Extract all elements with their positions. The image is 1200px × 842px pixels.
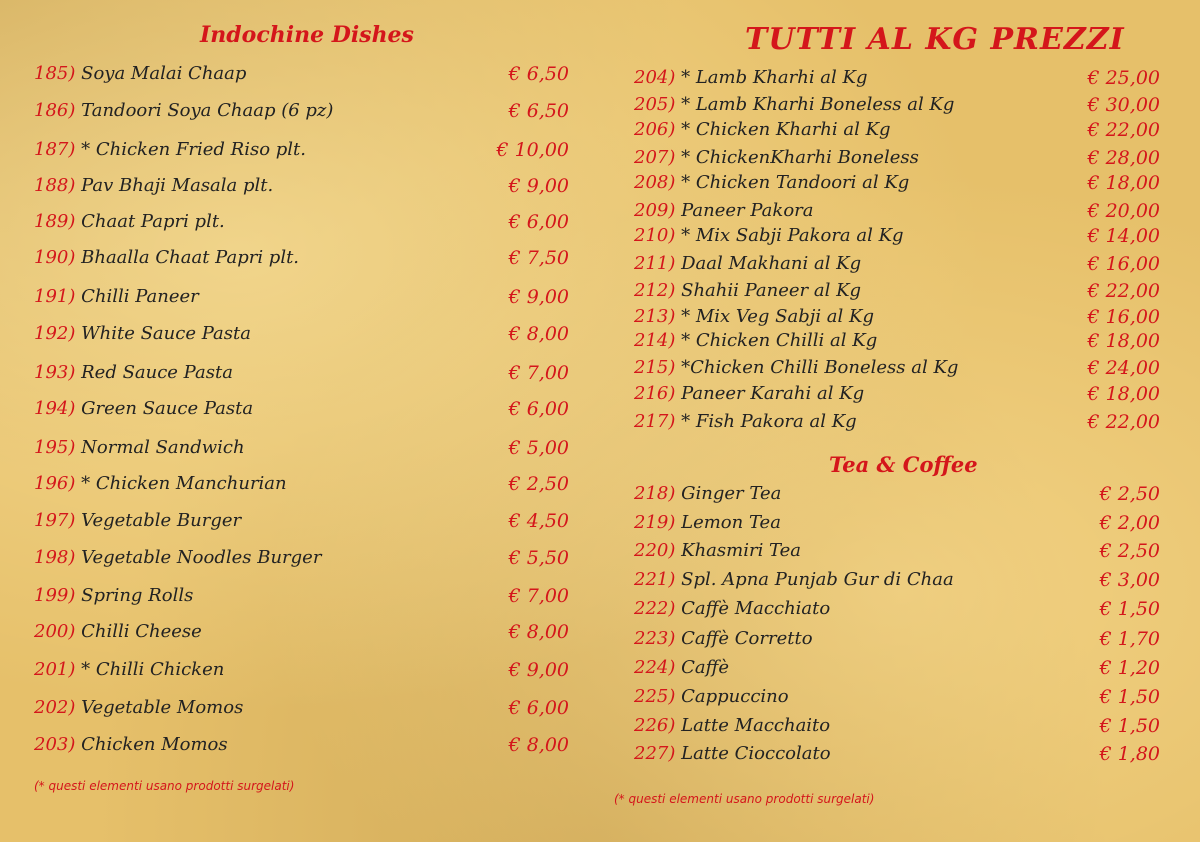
item-name: Caffè Macchiato (681, 598, 831, 619)
item-number: 219) (634, 512, 676, 533)
menu-item (634, 198, 814, 224)
item-name: * Chicken Tandoori al Kg (681, 172, 910, 193)
item-price: € 2,50 (1099, 540, 1160, 562)
item-number: 201) (34, 659, 76, 680)
menu-item (34, 508, 241, 534)
item-price: € 14,00 (1087, 225, 1160, 247)
item-name: Normal Sandwich (81, 437, 245, 458)
item-number: 194) (34, 398, 76, 419)
item-price: € 25,00 (1087, 67, 1160, 89)
item-price: € 9,00 (508, 175, 569, 197)
item-name: * Chicken Kharhi al Kg (681, 119, 891, 140)
item-name: Chaat Papri plt. (81, 211, 225, 232)
item-price: € 18,00 (1087, 172, 1160, 194)
menu-item (34, 435, 245, 461)
menu-item (634, 145, 919, 171)
item-name: Chicken Momos (81, 734, 228, 755)
item-number: 213) (634, 306, 676, 327)
menu-item (634, 381, 864, 407)
item-name: * Chicken Fried Riso plt. (81, 139, 307, 160)
menu-item (634, 409, 857, 435)
item-price: € 6,50 (508, 100, 569, 122)
menu-item (634, 481, 781, 507)
item-number: 224) (634, 657, 676, 678)
item-name: Ginger Tea (681, 483, 782, 504)
item-price: € 7,00 (508, 585, 569, 607)
item-number: 218) (634, 483, 676, 504)
item-name: Khasmiri Tea (681, 540, 802, 561)
item-name: * Chilli Chicken (81, 659, 225, 680)
item-number: 221) (634, 569, 676, 590)
menu-item (634, 170, 909, 196)
item-name: * Chicken Chilli al Kg (681, 330, 878, 351)
menu-item (34, 61, 246, 87)
item-price: € 9,00 (508, 286, 569, 308)
item-price: € 1,20 (1099, 657, 1160, 679)
item-number: 217) (634, 411, 676, 432)
menu-item (634, 92, 954, 118)
item-name: Paneer Karahi al Kg (681, 383, 865, 404)
menu-item (634, 713, 830, 739)
item-number: 199) (34, 585, 76, 606)
item-number: 192) (34, 323, 76, 344)
item-number: 227) (634, 743, 676, 764)
item-number: 220) (634, 540, 676, 561)
menu-item (634, 65, 867, 91)
item-price: € 10,00 (496, 139, 569, 161)
item-price: € 24,00 (1087, 357, 1160, 379)
item-price: € 3,00 (1099, 569, 1160, 591)
menu-item (634, 251, 861, 277)
item-number: 190) (34, 247, 76, 268)
menu-item (34, 619, 202, 645)
item-price: € 2,50 (1099, 483, 1160, 505)
item-name: Caffè Corretto (681, 628, 813, 649)
item-number: 209) (634, 200, 676, 221)
menu-item (34, 360, 233, 386)
item-name: *Chicken Chilli Boneless al Kg (681, 357, 959, 378)
item-number: 196) (34, 473, 76, 494)
item-number: 195) (34, 437, 76, 458)
item-number: 216) (634, 383, 676, 404)
frozen-products-note-right: (* questi elementi usano prodotti surgelati) (614, 792, 875, 806)
item-price: € 20,00 (1087, 200, 1160, 222)
menu-item (34, 284, 199, 310)
menu-item (634, 596, 830, 622)
item-number: 188) (34, 175, 76, 196)
item-name: Vegetable Momos (81, 697, 244, 718)
menu-item (634, 304, 874, 330)
item-price: € 6,00 (508, 211, 569, 233)
item-price: € 28,00 (1087, 147, 1160, 169)
item-name: Spring Rolls (81, 585, 194, 606)
item-price: € 8,00 (508, 621, 569, 643)
item-price: € 7,00 (508, 362, 569, 384)
menu-item (634, 355, 958, 381)
item-number: 210) (634, 225, 676, 246)
item-price: € 8,00 (508, 734, 569, 756)
item-name: Chilli Paneer (81, 286, 199, 307)
item-number: 185) (34, 63, 76, 84)
menu-item (634, 684, 789, 710)
item-number: 186) (34, 100, 76, 121)
menu-item (34, 245, 299, 271)
item-number: 202) (34, 697, 76, 718)
item-number: 203) (34, 734, 76, 755)
item-name: * Lamb Kharhi al Kg (681, 67, 868, 88)
item-price: € 9,00 (508, 659, 569, 681)
item-name: Vegetable Noodles Burger (81, 547, 322, 568)
menu-item (634, 655, 729, 681)
item-number: 206) (634, 119, 676, 140)
item-name: Chilli Cheese (81, 621, 202, 642)
item-name: White Sauce Pasta (81, 323, 251, 344)
item-price: € 1,80 (1099, 743, 1160, 765)
item-price: € 1,50 (1099, 715, 1160, 737)
item-price: € 1,50 (1099, 598, 1160, 620)
item-price: € 8,00 (508, 323, 569, 345)
item-price: € 30,00 (1087, 94, 1160, 116)
item-price: € 5,50 (508, 547, 569, 569)
item-name: Spl. Apna Punjab Gur di Chaa (681, 569, 954, 590)
item-price: € 1,70 (1099, 628, 1160, 650)
per-kg-prices-heading: TUTTI AL KG PREZZI (745, 22, 1125, 57)
item-name: Tandoori Soya Chaap (6 pz) (81, 100, 334, 121)
item-number: 205) (634, 94, 676, 115)
item-price: € 6,00 (508, 398, 569, 420)
menu-item (634, 117, 891, 143)
item-price: € 16,00 (1087, 253, 1160, 275)
menu-item (634, 741, 831, 767)
item-number: 225) (634, 686, 676, 707)
item-name: * Fish Pakora al Kg (681, 411, 857, 432)
item-name: * Mix Veg Sabji al Kg (681, 306, 874, 327)
menu-item (34, 657, 224, 683)
menu-item (34, 321, 251, 347)
menu-item (34, 732, 228, 758)
item-number: 226) (634, 715, 676, 736)
menu-item (634, 328, 877, 354)
indochine-dishes-heading: Indochine Dishes (200, 22, 414, 48)
menu-item (634, 538, 801, 564)
item-number: 197) (34, 510, 76, 531)
item-price: € 16,00 (1087, 306, 1160, 328)
item-name: Bhaalla Chaat Papri plt. (81, 247, 300, 268)
frozen-products-note: (* questi elementi usano prodotti surgelati) (34, 779, 295, 793)
item-name: * ChickenKharhi Boneless (681, 147, 919, 168)
item-number: 207) (634, 147, 676, 168)
menu-item (34, 209, 225, 235)
item-number: 193) (34, 362, 76, 383)
menu-item (634, 567, 954, 593)
item-price: € 4,50 (508, 510, 569, 532)
item-number: 189) (34, 211, 76, 232)
item-price: € 1,50 (1099, 686, 1160, 708)
item-price: € 5,00 (508, 437, 569, 459)
menu-item (34, 471, 287, 497)
item-price: € 6,00 (508, 697, 569, 719)
item-number: 198) (34, 547, 76, 568)
item-number: 215) (634, 357, 676, 378)
item-name: * Mix Sabji Pakora al Kg (681, 225, 904, 246)
item-number: 214) (634, 330, 676, 351)
item-number: 208) (634, 172, 676, 193)
menu-item (34, 396, 253, 422)
item-price: € 7,50 (508, 247, 569, 269)
menu-item (34, 583, 193, 609)
menu-item (34, 695, 243, 721)
item-price: € 18,00 (1087, 383, 1160, 405)
item-name: Red Sauce Pasta (81, 362, 233, 383)
item-price: € 22,00 (1087, 280, 1160, 302)
item-number: 187) (34, 139, 76, 160)
menu-item (634, 278, 861, 304)
item-name: Shahii Paneer al Kg (681, 280, 862, 301)
item-price: € 2,50 (508, 473, 569, 495)
item-name: Paneer Pakora (681, 200, 814, 221)
item-number: 223) (634, 628, 676, 649)
item-price: € 22,00 (1087, 119, 1160, 141)
item-name: Soya Malai Chaap (81, 63, 247, 84)
item-name: Pav Bhaji Masala plt. (81, 175, 274, 196)
item-name: Latte Macchaito (681, 715, 831, 736)
item-name: Latte Cioccolato (681, 743, 831, 764)
menu-item (34, 545, 321, 571)
item-name: Vegetable Burger (81, 510, 242, 531)
item-price: € 22,00 (1087, 411, 1160, 433)
menu-item (34, 137, 306, 163)
item-name: Lemon Tea (681, 512, 781, 533)
item-name: * Lamb Kharhi Boneless al Kg (681, 94, 955, 115)
item-number: 211) (634, 253, 676, 274)
item-name: Cappuccino (681, 686, 789, 707)
item-name: Daal Makhani al Kg (681, 253, 862, 274)
item-name: * Chicken Manchurian (81, 473, 287, 494)
item-name: Caffè (681, 657, 730, 678)
menu-item (34, 173, 273, 199)
item-price: € 2,00 (1099, 512, 1160, 534)
menu-item (634, 510, 781, 536)
item-number: 222) (634, 598, 676, 619)
menu-item (634, 626, 813, 652)
item-name: Green Sauce Pasta (81, 398, 254, 419)
item-number: 191) (34, 286, 76, 307)
item-price: € 18,00 (1087, 330, 1160, 352)
item-number: 204) (634, 67, 676, 88)
item-number: 200) (34, 621, 76, 642)
item-number: 212) (634, 280, 676, 301)
tea-coffee-heading: Tea & Coffee (829, 452, 978, 477)
menu-item (34, 98, 333, 124)
item-price: € 6,50 (508, 63, 569, 85)
menu-item (634, 223, 904, 249)
